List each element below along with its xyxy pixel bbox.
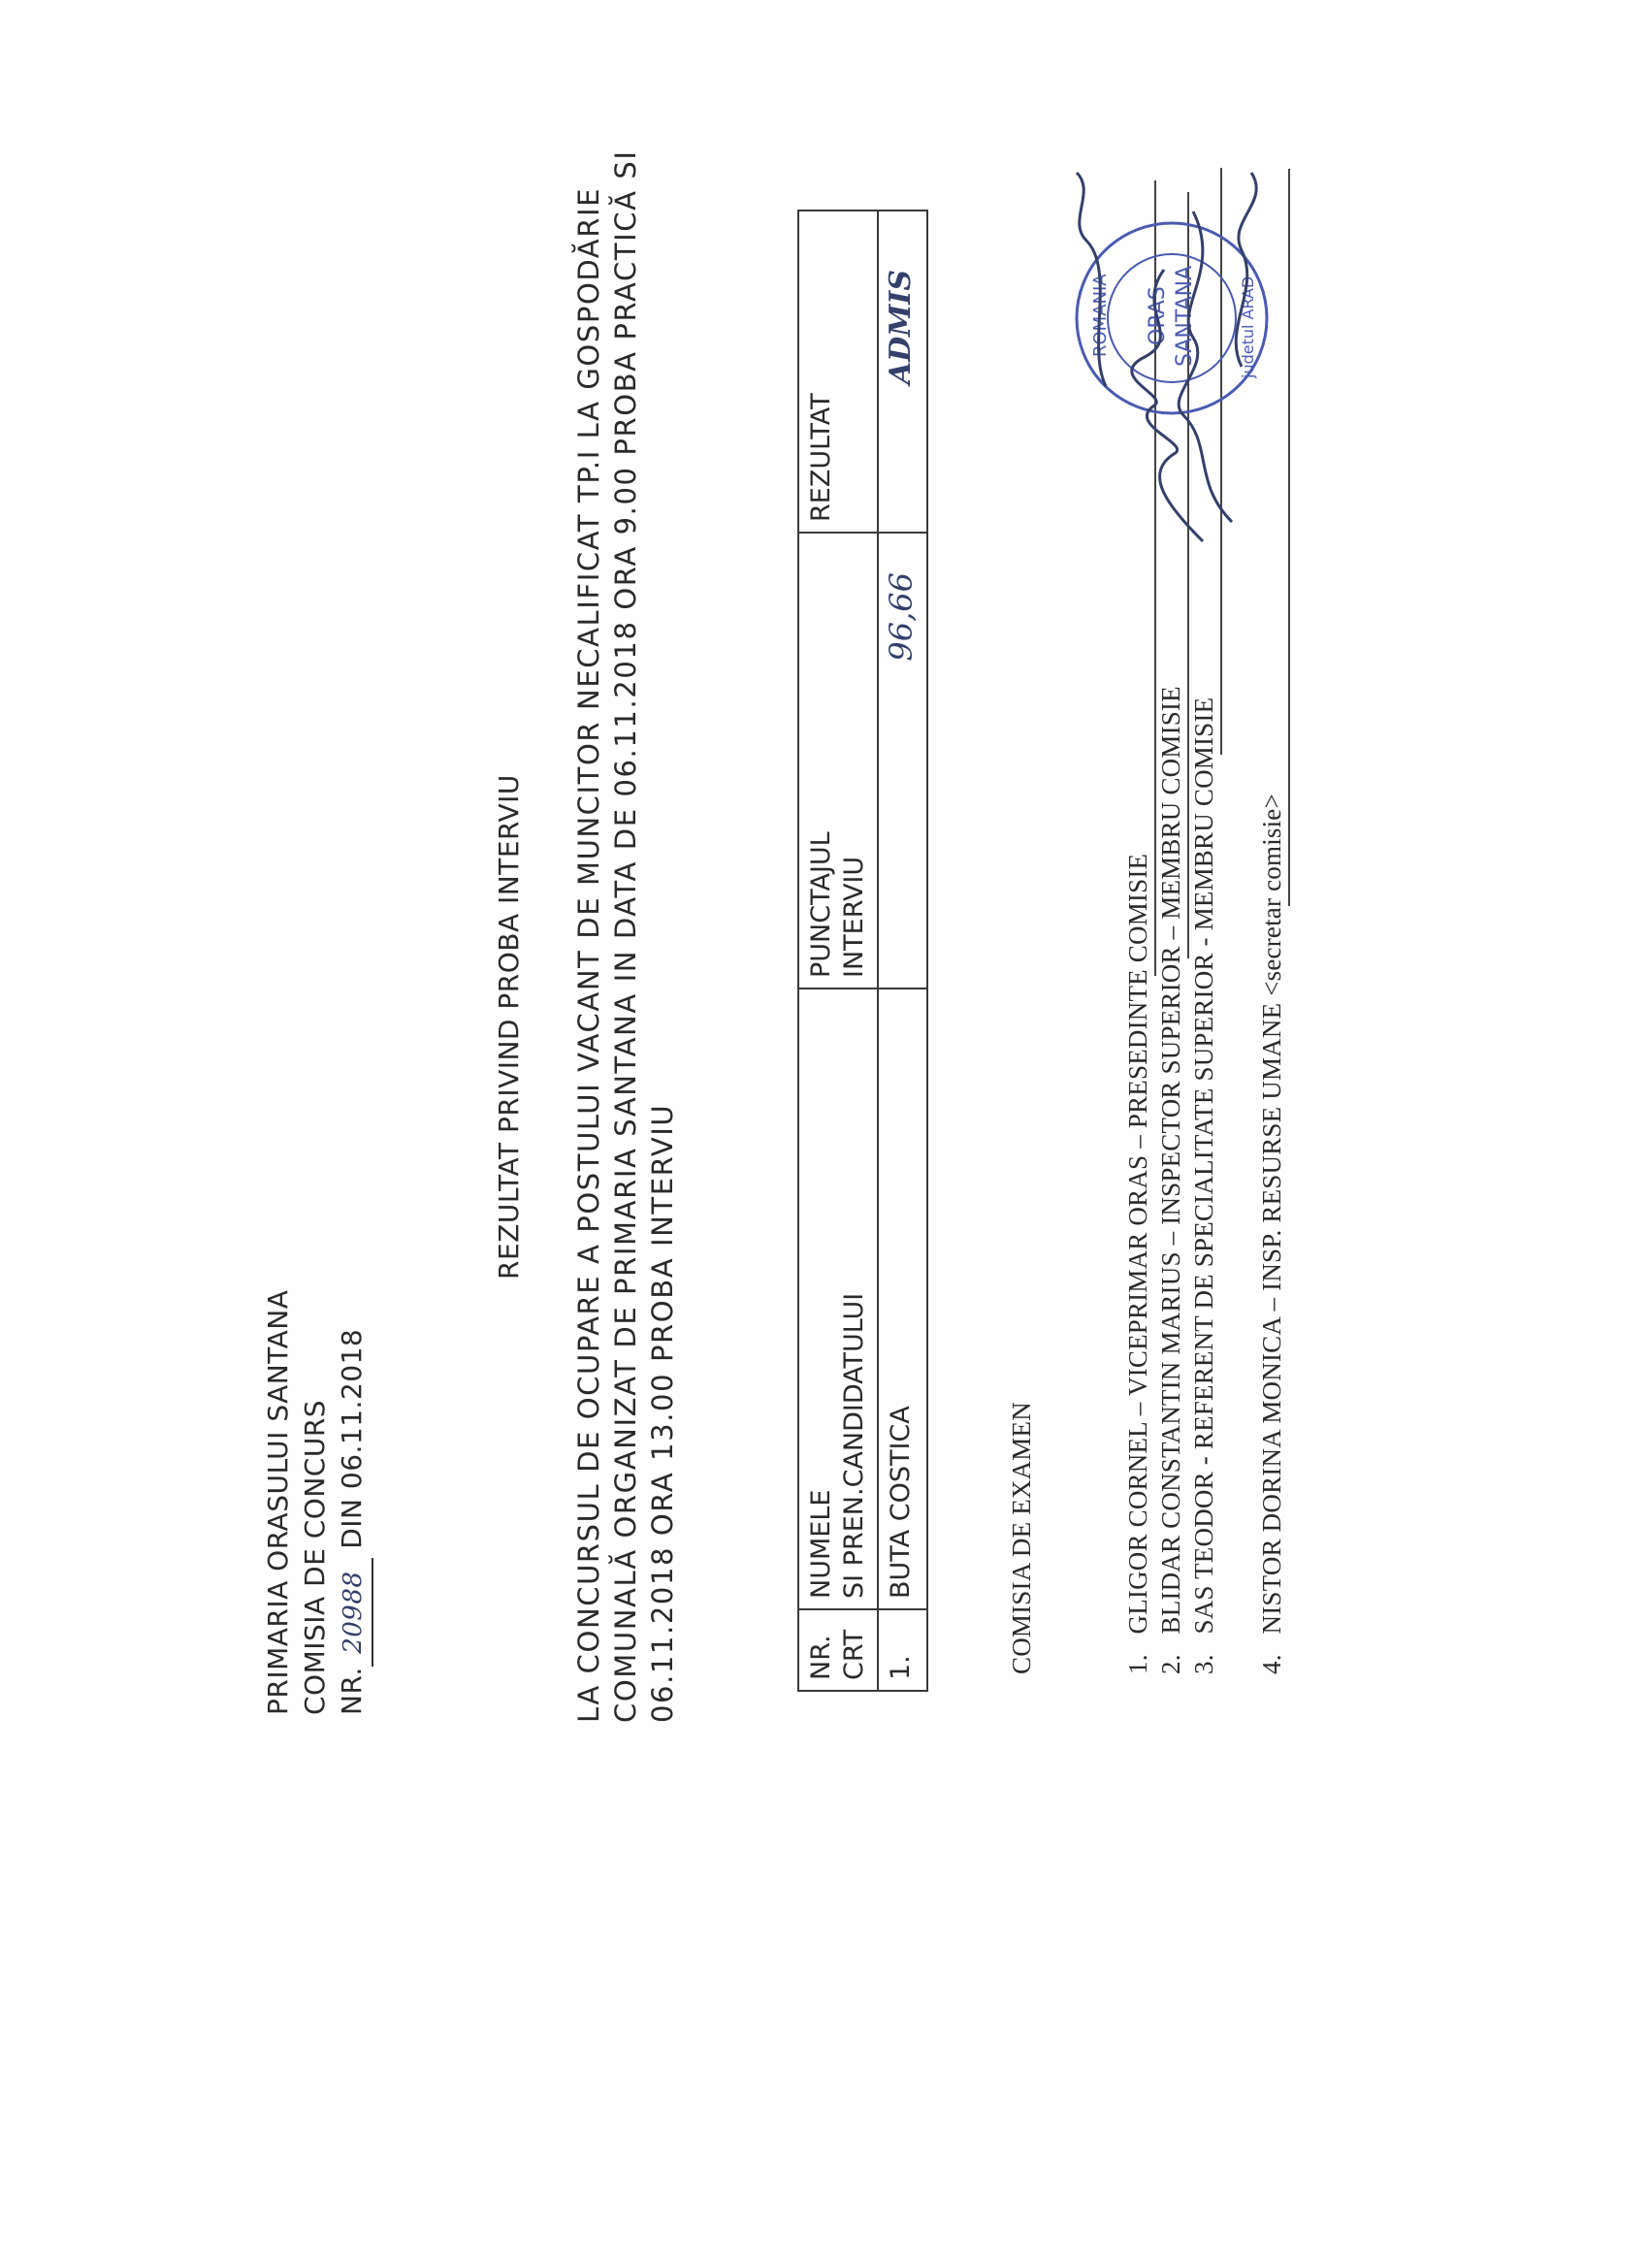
table-header-row — [798, 211, 878, 1691]
member-1-number: 1. — [1123, 1654, 1152, 1674]
header-score-line2: INTERVIU — [839, 856, 869, 978]
handwritten-result: ADMIS — [884, 270, 918, 385]
header-score-line1: PUNCTAJUL — [806, 831, 836, 978]
document-title: REZULTAT PRIVIND PROBA INTERVIU — [493, 774, 525, 1280]
header-name-line2: SI PREN.CANDIDATULUI — [839, 1292, 869, 1599]
svg-text:ROMANIA: ROMANIA — [1090, 274, 1111, 357]
member-2-text: BLIDAR CONSTANTIN MARIUS – INSPECTOR SUPERIOR – MEMBRU COMISIE — [1156, 686, 1185, 1635]
member-4-number: 4. — [1257, 1654, 1286, 1674]
member-4-text: NISTOR DORINA MONICA – INSP. RESURSE UMANE <secretar comisie> — [1257, 794, 1286, 1635]
header-nr-line1: NR. — [806, 1635, 836, 1680]
intro-line-1: LA CONCURSUL DE OCUPARE A POSTULUI VACANT DE MUNCITOR NECALIFICAT TP.I LA GOSPODĂRIE — [572, 186, 605, 1723]
header-nr — [798, 1609, 878, 1691]
header-score — [798, 533, 878, 988]
member-4 — [1257, 794, 1287, 1674]
header-result-line1: REZULTAT — [806, 393, 836, 522]
registration-prefix: NR. — [336, 1667, 368, 1715]
table-row — [878, 211, 927, 1691]
handwritten-score: 96,66 — [883, 572, 920, 662]
cell-result — [878, 211, 927, 533]
member-1 — [1123, 854, 1153, 1674]
commission-name: COMISIA DE CONCURS — [299, 1399, 331, 1715]
member-3 — [1189, 697, 1219, 1674]
registration-line — [334, 1329, 373, 1715]
results-table — [797, 210, 928, 1692]
cell-nr: 1. — [878, 1609, 927, 1691]
header-name-line1: NUMELE — [806, 1489, 836, 1599]
svg-text:SANTANA: SANTANA — [1173, 265, 1197, 367]
member-3-number: 3. — [1189, 1654, 1218, 1674]
cell-name: BUTA COSTICA — [878, 988, 927, 1609]
registration-number: 20988 — [335, 1558, 373, 1667]
svg-text:ORAS: ORAS — [1146, 286, 1170, 345]
member-1-text: GLIGOR CORNEL – VICEPRIMAR ORAS – PRESEDINTE COMISIE — [1123, 853, 1152, 1635]
intro-line-3: 06.11.2018 ORA 13.00 PROBA INTERVIU — [646, 1103, 679, 1723]
institution-name: PRIMARIA ORASULUI SANTANA — [262, 1289, 294, 1715]
member-2-number: 2. — [1156, 1654, 1185, 1674]
svg-text:judetul ARAD: judetul ARAD — [1239, 275, 1257, 378]
header-name — [798, 988, 878, 1609]
commission-heading: COMISIA DE EXAMEN — [1007, 1402, 1036, 1674]
header-nr-line2: CRT — [839, 1629, 869, 1680]
member-2 — [1156, 686, 1186, 1674]
registration-date: DIN 06.11.2018 — [336, 1328, 368, 1549]
cell-score — [878, 533, 927, 988]
header-result — [798, 211, 878, 533]
signature-scribble-icon — [1077, 173, 1256, 541]
stamp-and-signatures — [1048, 153, 1300, 561]
member-3-text: SAS TEODOR - REFERENT DE SPECIALITATE SUPERIOR - MEMBRU COMISIE — [1189, 697, 1218, 1635]
intro-line-2: COMUNALĂ ORGANIZAT DE PRIMARIA SANTANA IN DATA DE 06.11.2018 ORA 9.00 PROBA PRACTICĂ SI — [609, 149, 642, 1723]
